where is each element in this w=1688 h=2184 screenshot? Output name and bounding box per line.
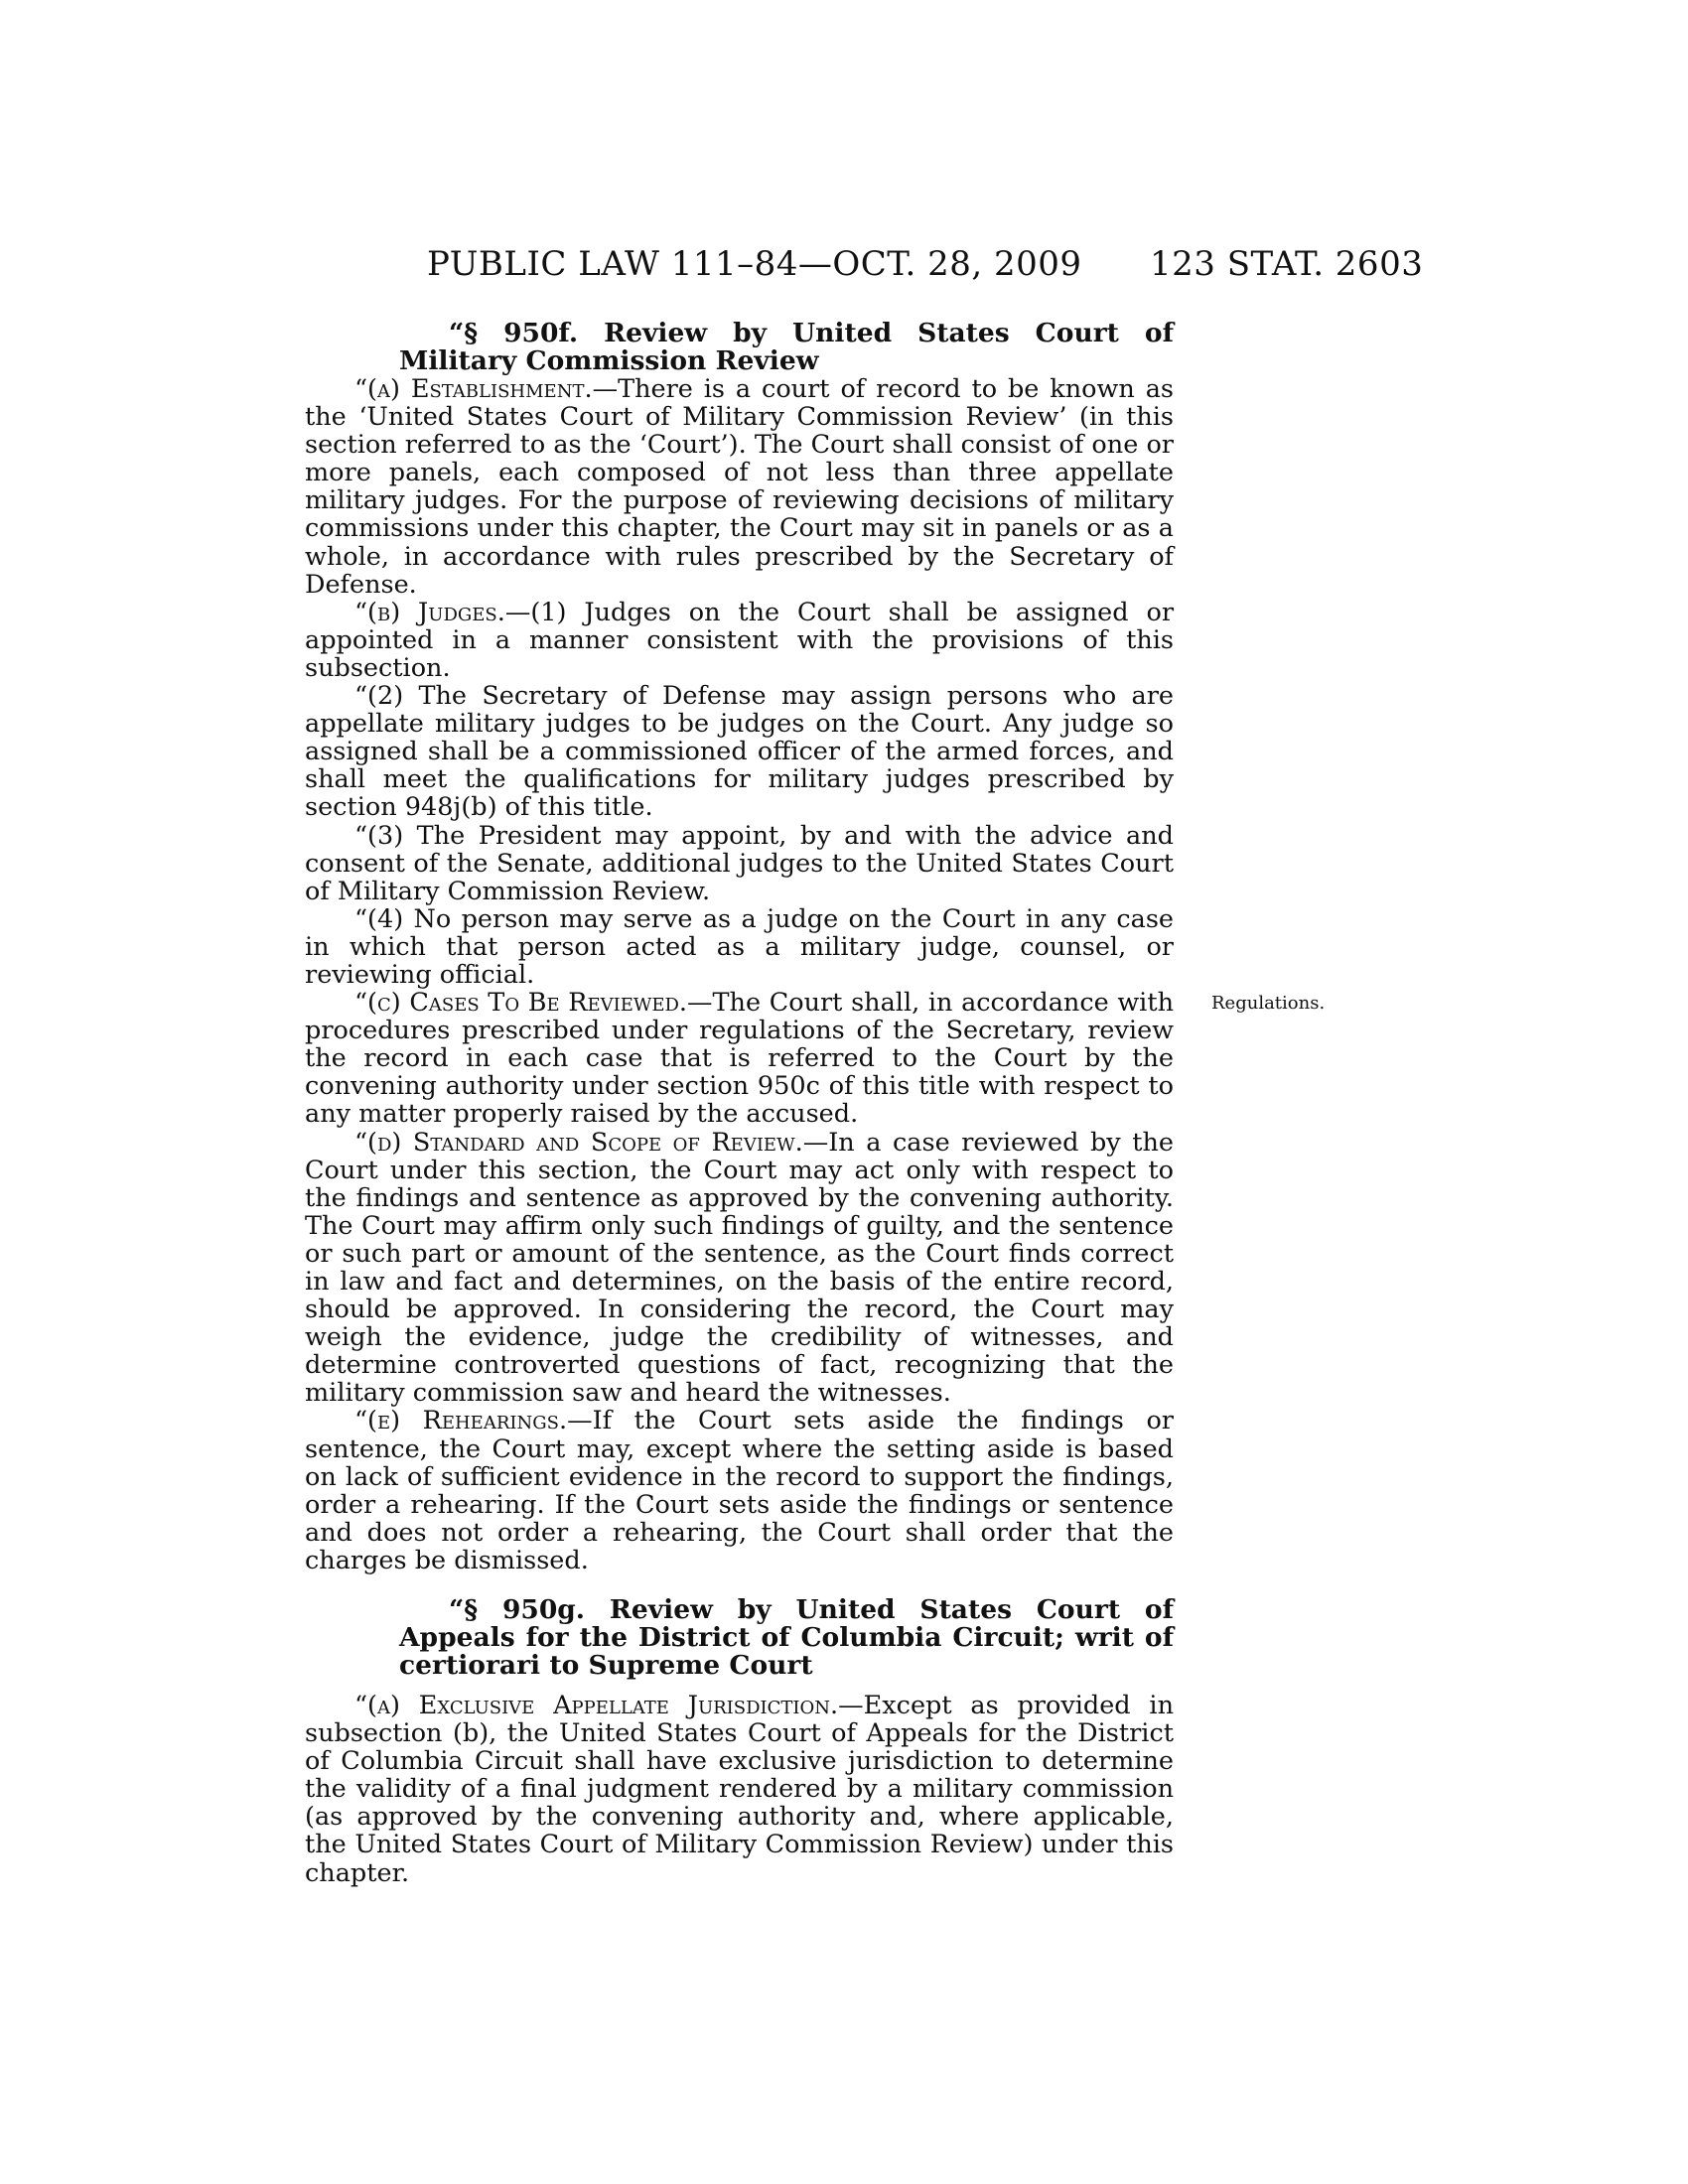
paragraph-b2: “(2) The Secretary of Defense may assign persons who are appellate military judges to be judges on the Court. Any judge so assigned shall be a commissioned officer of the armed forces, and shall meet the qualifications for military judges prescribed by section 948j(b) of this title. bbox=[305, 681, 1174, 823]
subsection-caption: “(c) Cases To Be Reviewed. bbox=[354, 988, 688, 1019]
subsection-caption: “(d) Standard and Scope of Review. bbox=[354, 1127, 803, 1158]
subsection-text: —The Court shall, in accordance with procedures prescribed under regulations of the Secretary, review the record in each case that is referred to the Court by the convening authority under section 950c of this title with respect to any matter properly raised by the accused. bbox=[305, 988, 1175, 1130]
subsection-d-standard-of-review bbox=[305, 1129, 1174, 1408]
paragraph-b4: “(4) No person may serve as a judge on the Court in any case in which that person acted as a military judge, counsel, or reviewing official. bbox=[305, 903, 1174, 990]
subsection-caption: “(a) Exclusive Appellate Jurisdiction. bbox=[354, 1691, 839, 1720]
running-header-title: PUBLIC LAW 111–84—OCT. 28, 2009 bbox=[427, 244, 1082, 284]
margin-note-regulations: Regulations. bbox=[1211, 993, 1326, 1014]
section-950f-heading: “§ 950f. Review by United States Court of Military Commission Review bbox=[399, 318, 1174, 376]
subsection-caption: “(b) Judges. bbox=[354, 597, 505, 627]
subsection-text: —If the Court sets aside the findings or sentence, the Court may, except where the setting aside is based on lack of sufficient evidence in the record to support the findings, order a rehearing. If the Court sets aside the findings or sentence and does not order a rehearing, the Court shall order that the charges be dismissed. bbox=[305, 1406, 1174, 1575]
subsection-text: —(1) Judges on the Court shall be assigned or appointed in a manner consistent with the provisions of this subsection. bbox=[305, 597, 1175, 683]
subsection-caption: “(e) Rehearings. bbox=[354, 1406, 568, 1436]
subsection-text: —There is a court of record to be known as the ‘United States Court of Military Commission Review’ (in this section referred to as the ‘Court’). The Court shall consist of one or more panels, each composed of not less than three appellate military judges. For the purpose of reviewing decisions of military commissions under this chapter, the Court may sit in panels or as a whole, in accordance with rules prescribed by the Secretary of Defense. bbox=[305, 374, 1174, 600]
subsection-caption: “(a) Establishment. bbox=[354, 374, 593, 404]
section-950f bbox=[305, 320, 1174, 1574]
subsection-a-exclusive-jurisdiction bbox=[305, 1692, 1174, 1887]
subsection-e-rehearings bbox=[305, 1407, 1174, 1574]
subsection-text: —Except as provided in subsection (b), the United States Court of Appeals for the District of Columbia Circuit shall have exclusive jurisdiction to determine the validity of a final judgment rendered by a military commission (as approved by the convening authority and, where applicable, the United States Court of Military Commission Review) under this chapter. bbox=[305, 1691, 1174, 1888]
subsection-c-cases-to-be-reviewed bbox=[305, 989, 1174, 1128]
running-header-page: 123 STAT. 2603 bbox=[1150, 244, 1424, 284]
subsection-a-establishment bbox=[305, 375, 1174, 599]
section-950g-heading: “§ 950g. Review by United States Court of Appeals for the District of Columbia Circuit; writ of certiorari to Supreme Court bbox=[399, 1594, 1174, 1681]
subsection-b-judges bbox=[305, 599, 1174, 682]
paragraph-b3: “(3) The President may appoint, by and with the advice and consent of the Senate, additional judges to the United States Court of Military Commission Review. bbox=[305, 820, 1174, 906]
section-950g bbox=[305, 1596, 1174, 1887]
subsection-text: —In a case reviewed by the Court under this section, the Court may act only with respect to the findings and sentence as approved by the convening authority. The Court may affirm only such findings of guilty, and the sentence or such part or amount of the sentence, as the Court finds correct in law and fact and determines, on the basis of the entire record, should be approved. In considering the record, the Court may weigh the evidence, judge the credibility of witnesses, and determine controverted questions of fact, recognizing that the military commission saw and heard the witnesses. bbox=[305, 1127, 1174, 1409]
